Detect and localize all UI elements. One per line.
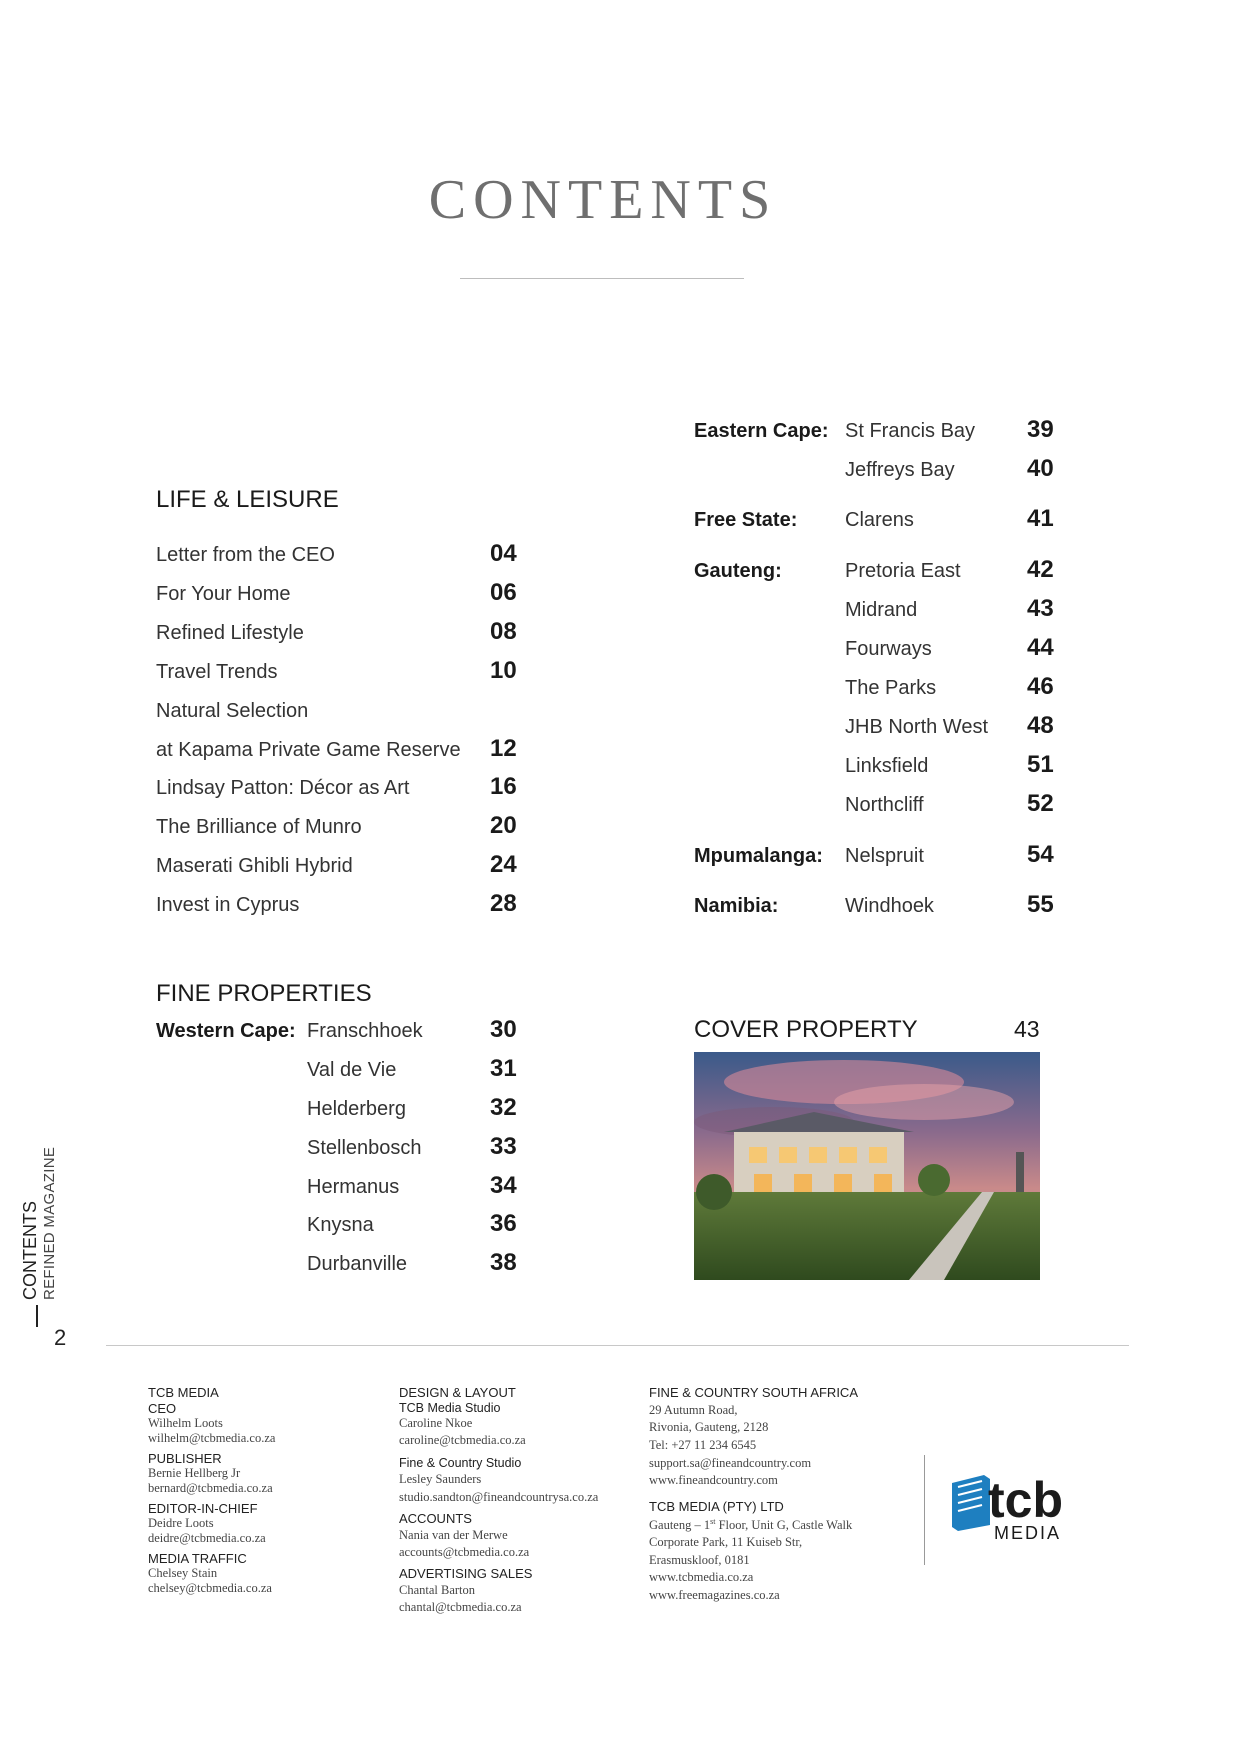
fine-properties-heading: FINE PROPERTIES — [156, 980, 372, 1007]
toc-row[interactable] — [694, 416, 1054, 450]
toc-row[interactable] — [694, 790, 1054, 824]
toc-row[interactable] — [694, 891, 1054, 925]
toc-row[interactable] — [156, 1133, 517, 1167]
logo-word: tcb — [988, 1472, 1063, 1528]
toc-label: Midrand — [845, 599, 918, 621]
footer-heading: ACCOUNTS — [399, 1511, 472, 1526]
toc-row[interactable] — [694, 455, 1054, 489]
footer-text: Deidre Loots — [148, 1516, 214, 1530]
toc-label: Letter from the CEO — [156, 544, 335, 566]
toc-row[interactable] — [156, 851, 517, 885]
footer-heading: TCB MEDIA (PTY) LTD — [649, 1499, 784, 1514]
toc-label: Franschhoek — [307, 1020, 423, 1042]
footer-text: Corporate Park, 11 Kuiseb Str, — [649, 1535, 803, 1549]
footer-email[interactable]: chantal@tcbmedia.co.za — [399, 1600, 522, 1614]
title-divider — [460, 278, 744, 279]
toc-page: 10 — [490, 657, 517, 684]
life-leisure-heading: LIFE & LEISURE — [156, 486, 339, 513]
region-label: Eastern Cape: — [694, 420, 829, 442]
toc-label: Hermanus — [307, 1176, 400, 1198]
toc-label: Nelspruit — [845, 845, 924, 867]
toc-label: The Brilliance of Munro — [156, 816, 362, 838]
toc-row[interactable] — [156, 700, 516, 730]
toc-row[interactable] — [694, 505, 1054, 539]
toc-label: Natural Selection — [156, 700, 309, 722]
toc-label: Linksfield — [845, 755, 929, 777]
toc-label: Windhoek — [845, 895, 934, 917]
cover-property-photo[interactable] — [694, 1052, 1040, 1280]
toc-page: 04 — [490, 540, 517, 567]
toc-label: Val de Vie — [307, 1059, 397, 1081]
toc-label: Helderberg — [307, 1098, 406, 1120]
footer-text: Bernie Hellberg Jr — [148, 1466, 241, 1480]
address-part: Floor, Unit G, Castle Walk — [715, 1518, 853, 1533]
toc-row[interactable] — [156, 540, 517, 574]
page-number: 2 — [54, 1325, 67, 1350]
region-label: Western Cape: — [156, 1020, 296, 1042]
side-contents-label: CONTENTS — [20, 1201, 40, 1300]
footer-email[interactable]: studio.sandton@fineandcountrysa.co.za — [399, 1490, 599, 1504]
footer-heading: TCB MEDIA — [148, 1385, 219, 1400]
toc-label: at Kapama Private Game Reserve — [156, 739, 461, 761]
toc-row[interactable] — [156, 890, 517, 924]
region-label: Namibia: — [694, 895, 779, 917]
footer-email[interactable]: chelsey@tcbmedia.co.za — [148, 1581, 272, 1595]
toc-page: 44 — [1027, 634, 1054, 661]
footer-text: Wilhelm Loots — [148, 1416, 223, 1430]
toc-page: 43 — [1027, 595, 1054, 622]
toc-page: 54 — [1027, 841, 1054, 868]
footer-logo-divider — [924, 1455, 925, 1565]
toc-page: 38 — [490, 1249, 517, 1276]
footer-text: Tel: +27 11 234 6545 — [649, 1438, 757, 1452]
footer-heading: MEDIA TRAFFIC — [148, 1551, 247, 1566]
toc-label: Refined Lifestyle — [156, 622, 304, 644]
footer-heading: EDITOR-IN-CHIEF — [148, 1501, 258, 1516]
footer-heading: ADVERTISING SALES — [399, 1566, 533, 1581]
toc-label: Northcliff — [845, 794, 924, 816]
footer-email[interactable]: deidre@tcbmedia.co.za — [148, 1531, 266, 1545]
toc-row[interactable] — [694, 634, 1054, 668]
footer-text: Caroline Nkoe — [399, 1416, 473, 1430]
footer-email[interactable]: wilhelm@tcbmedia.co.za — [148, 1431, 276, 1445]
footer-heading: CEO — [148, 1401, 177, 1416]
footer-text: 29 Autumn Road, — [649, 1403, 738, 1417]
side-label — [20, 1140, 90, 1300]
footer-email[interactable]: bernard@tcbmedia.co.za — [148, 1481, 273, 1495]
toc-label: The Parks — [845, 677, 937, 699]
side-magazine-label: REFINED MAGAZINE — [41, 1146, 58, 1300]
footer-email[interactable]: support.sa@fineandcountry.com — [649, 1456, 812, 1470]
address-part: Gauteng – 1 — [649, 1518, 711, 1533]
toc-page: 42 — [1027, 556, 1054, 583]
address-superscript: st — [710, 1517, 716, 1526]
footer-text: Nania van der Merwe — [399, 1528, 508, 1542]
toc-page: 51 — [1027, 751, 1054, 778]
footer-heading: FINE & COUNTRY SOUTH AFRICA — [649, 1385, 858, 1400]
footer-subheading: TCB Media Studio — [399, 1401, 501, 1415]
toc-row[interactable] — [156, 1055, 517, 1089]
footer-text: Lesley Saunders — [399, 1472, 482, 1486]
toc-page: 41 — [1027, 505, 1054, 532]
footer-text — [649, 1517, 852, 1533]
toc-row[interactable] — [156, 1210, 517, 1244]
toc-row[interactable] — [156, 773, 517, 807]
toc-page: 30 — [490, 1016, 517, 1043]
footer-heading: DESIGN & LAYOUT — [399, 1385, 516, 1400]
toc-page: 12 — [490, 735, 517, 762]
cover-property-page: 43 — [1014, 1016, 1040, 1042]
toc-page: 16 — [490, 773, 517, 800]
toc-label: Knysna — [307, 1214, 374, 1236]
footer-link[interactable]: www.fineandcountry.com — [649, 1473, 778, 1487]
footer-email[interactable]: accounts@tcbmedia.co.za — [399, 1545, 530, 1559]
toc-label: For Your Home — [156, 583, 291, 605]
toc-row[interactable] — [156, 1016, 517, 1050]
toc-page: 24 — [490, 851, 517, 878]
toc-row[interactable] — [156, 579, 517, 613]
toc-label: Stellenbosch — [307, 1137, 422, 1159]
toc-page: 20 — [490, 812, 517, 839]
toc-page: 32 — [490, 1094, 517, 1121]
side-divider — [36, 1305, 38, 1327]
toc-label: Maserati Ghibli Hybrid — [156, 855, 353, 877]
toc-label: Clarens — [845, 509, 914, 531]
toc-label: St Francis Bay — [845, 420, 976, 442]
toc-page: 06 — [490, 579, 517, 606]
toc-label: Lindsay Patton: Décor as Art — [156, 777, 410, 799]
toc-page: 36 — [490, 1210, 517, 1237]
toc-label: JHB North West — [845, 716, 988, 738]
toc-row[interactable] — [694, 751, 1054, 785]
toc-row[interactable] — [156, 1172, 517, 1206]
toc-label: Jeffreys Bay — [845, 459, 955, 481]
footer-text: Chelsey Stain — [148, 1566, 218, 1580]
footer-email[interactable]: caroline@tcbmedia.co.za — [399, 1433, 526, 1447]
page-title: CONTENTS — [428, 169, 778, 231]
toc-row[interactable] — [694, 595, 1054, 629]
toc-page: 40 — [1027, 455, 1054, 482]
toc-row[interactable] — [694, 673, 1054, 707]
toc-page: 33 — [490, 1133, 517, 1160]
cover-property-heading: COVER PROPERTY — [694, 1016, 918, 1043]
region-label: Gauteng: — [694, 560, 782, 582]
footer-text: Rivonia, Gauteng, 2128 — [649, 1420, 769, 1434]
toc-row[interactable] — [156, 735, 517, 769]
toc-row[interactable] — [156, 812, 517, 846]
footer-heading: PUBLISHER — [148, 1451, 222, 1466]
toc-row[interactable] — [156, 1094, 517, 1128]
toc-page: 08 — [490, 618, 517, 645]
toc-page: 31 — [490, 1055, 517, 1082]
region-label: Mpumalanga: — [694, 845, 823, 867]
toc-label: Durbanville — [307, 1253, 408, 1275]
toc-page: 28 — [490, 890, 517, 917]
toc-page: 55 — [1027, 891, 1054, 918]
footer-divider — [106, 1345, 1129, 1346]
toc-page: 34 — [490, 1172, 517, 1199]
toc-label: Fourways — [845, 638, 932, 660]
toc-row[interactable] — [694, 841, 1054, 875]
toc-label: Invest in Cyprus — [156, 894, 300, 916]
tcb-media-logo — [950, 1465, 1090, 1545]
toc-label: Travel Trends — [156, 661, 278, 683]
footer-subheading: Fine & Country Studio — [399, 1456, 522, 1470]
footer-link[interactable]: www.freemagazines.co.za — [649, 1588, 780, 1602]
footer-link[interactable]: www.tcbmedia.co.za — [649, 1570, 754, 1584]
footer-text: Chantal Barton — [399, 1583, 476, 1597]
toc-page: 52 — [1027, 790, 1054, 817]
toc-label: Pretoria East — [845, 560, 961, 582]
logo-sub: MEDIA — [994, 1523, 1062, 1543]
toc-page: 39 — [1027, 416, 1054, 443]
region-label: Free State: — [694, 509, 798, 531]
toc-row[interactable] — [694, 712, 1054, 746]
toc-row[interactable] — [156, 657, 517, 691]
footer-text: Erasmuskloof, 0181 — [649, 1553, 750, 1567]
toc-page: 46 — [1027, 673, 1054, 700]
toc-page: 48 — [1027, 712, 1054, 739]
toc-row[interactable] — [156, 618, 517, 652]
toc-row[interactable] — [694, 556, 1054, 590]
toc-row[interactable] — [156, 1249, 517, 1283]
